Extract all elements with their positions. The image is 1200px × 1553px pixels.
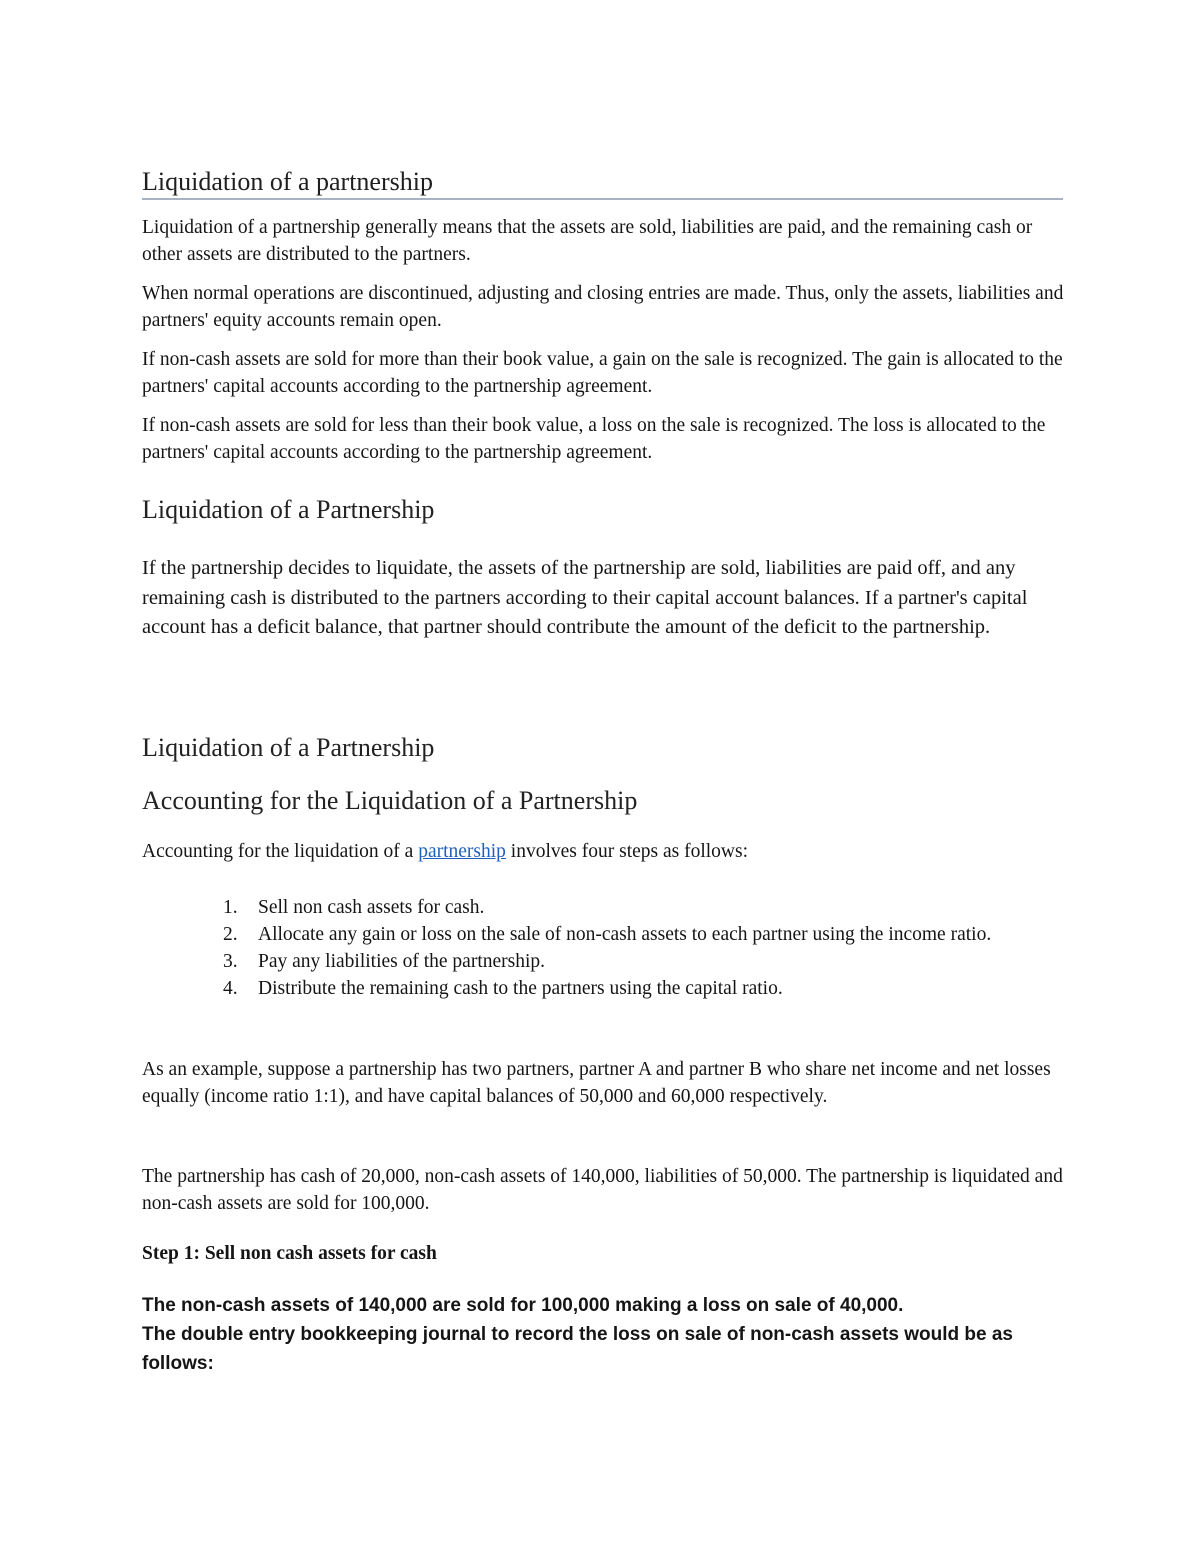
paragraph-loss-on-sale: If non-cash assets are sold for less than their book value, a loss on the sale is recognized. The loss is allocated to the partners' capital accounts according to the partnership agreement. [142, 415, 1046, 463]
list-item-number: 1. [223, 897, 238, 918]
list-item-number: 4. [223, 978, 238, 999]
step1-heading: Step 1: Sell non cash assets for cash [142, 1243, 437, 1264]
step1-loss-line: The non-cash assets of 140,000 are sold for 100,000 making a loss on sale of 40,000. [142, 1295, 904, 1316]
paragraph-liquidate-process: If the partnership decides to liquidate, the assets of the partnership are sold, liabilities are paid off, and any remaining cash is distributed to the partners according to their capital account balances. If a partner's capital account has a deficit balance, that partner should contribute the amount of the deficit to the partnership. [142, 557, 1028, 638]
list-item [220, 921, 1070, 948]
list-item [220, 975, 1070, 1002]
liquidation-steps-list [220, 894, 1070, 1002]
list-item-text: Distribute the remaining cash to the partners using the capital ratio. [258, 978, 783, 999]
paragraph-gain-on-sale: If non-cash assets are sold for more than their book value, a gain on the sale is recognized. The gain is allocated to the partners' capital accounts according to the partnership agreement. [142, 349, 1063, 397]
section-heading-liquidation: Liquidation of a partnership [142, 167, 433, 196]
section-heading-partnership-2: Liquidation of a Partnership [142, 495, 435, 524]
intro-text-after: involves four steps as follows: [505, 841, 749, 862]
partnership-link[interactable]: partnership [418, 841, 506, 862]
list-item-text: Pay any liabilities of the partnership. [258, 951, 546, 972]
list-item [220, 894, 1070, 921]
list-item [220, 948, 1070, 975]
heading-underline-rule [142, 198, 1063, 200]
list-item-number: 3. [223, 951, 238, 972]
paragraph-definition: Liquidation of a partnership generally means that the assets are sold, liabilities are paid, and the remaining cash or other assets are distributed to the partners. [142, 217, 1033, 265]
step1-journal-line: The double entry bookkeeping journal to record the loss on sale of non-cash assets would be as follows: [142, 1324, 1013, 1374]
list-item-number: 2. [223, 924, 238, 945]
paragraph-steps-intro [142, 838, 1067, 865]
intro-text-before: Accounting for the liquidation of a [142, 841, 419, 862]
subheading-accounting-liquidation: Accounting for the Liquidation of a Partnership [142, 786, 638, 815]
list-item-text: Sell non cash assets for cash. [258, 897, 485, 918]
paragraph-example-partners: As an example, suppose a partnership has two partners, partner A and partner B who share net income and net losses equally (income ratio 1:1), and have capital balances of 50,000 and 60,000 respectively. [142, 1059, 1051, 1107]
paragraph-closing-entries: When normal operations are discontinued, adjusting and closing entries are made. Thus, only the assets, liabilities and partners' equity accounts remain open. [142, 283, 1064, 331]
paragraph-example-balances: The partnership has cash of 20,000, non-cash assets of 140,000, liabilities of 50,000. The partnership is liquidated and non-cash assets are sold for 100,000. [142, 1166, 1063, 1214]
section-heading-partnership-3: Liquidation of a Partnership [142, 733, 435, 762]
list-item-text: Allocate any gain or loss on the sale of non-cash assets to each partner using the income ratio. [258, 924, 992, 945]
